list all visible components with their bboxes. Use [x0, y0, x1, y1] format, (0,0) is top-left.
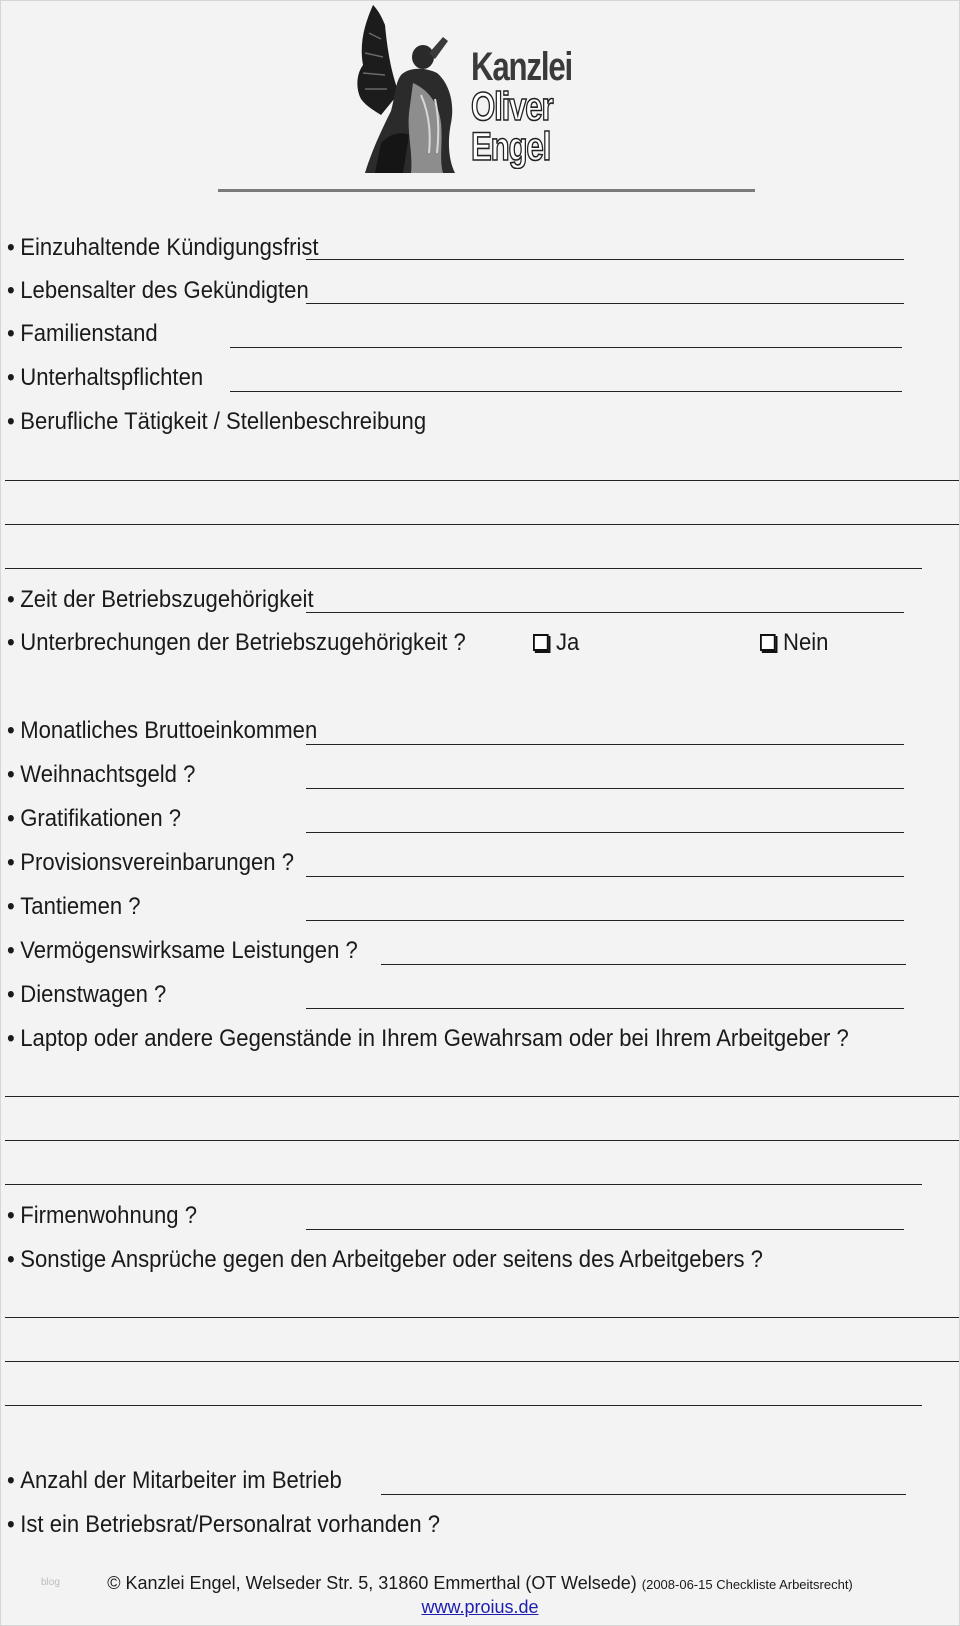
field-betriebszugehoerigkeit-label: • Zeit der Betriebszugehörigkeit	[7, 586, 314, 613]
field-betriebszugehoerigkeit-input[interactable]	[306, 612, 904, 613]
field-taetigkeit-line-1[interactable]	[5, 480, 959, 481]
field-laptop-line-1[interactable]	[5, 1096, 959, 1097]
watermark: blog	[41, 1577, 60, 1588]
header-divider	[218, 189, 755, 192]
field-laptop-label: • Laptop oder andere Gegenstände in Ihrem Gewahrsam oder bei Ihrem Arbeitgeber ?	[7, 1025, 849, 1052]
footer-note: (2008-06-15 Checkliste Arbeitsrecht)	[641, 1577, 853, 1592]
checkbox-nein[interactable]: Nein	[760, 629, 828, 657]
field-tantiemen-label: • Tantiemen ?	[7, 893, 141, 920]
field-provisionen-label: • Provisionsvereinbarungen ?	[7, 849, 294, 876]
angel-statue-icon	[351, 3, 469, 175]
field-lebensalter-input[interactable]	[306, 303, 904, 304]
field-firmenwohnung-input[interactable]	[306, 1229, 904, 1230]
field-bruttoeinkommen-input[interactable]	[306, 744, 904, 745]
field-kuendigungsfrist-label: • Einzuhaltende Kündigungsfrist	[7, 234, 319, 261]
field-dienstwagen-label: • Dienstwagen ?	[7, 981, 167, 1008]
field-sonstige-line-1[interactable]	[5, 1317, 959, 1318]
field-weihnachtsgeld-input[interactable]	[306, 788, 904, 789]
logo-line-oliver: Oliver	[471, 85, 553, 129]
field-firmenwohnung-label: • Firmenwohnung ?	[7, 1202, 197, 1229]
field-weihnachtsgeld-label: • Weihnachtsgeld ?	[7, 761, 196, 788]
logo-line-kanzlei: Kanzlei	[471, 45, 573, 89]
footer-link[interactable]: www.proius.de	[421, 1597, 539, 1617]
field-laptop-line-3[interactable]	[5, 1184, 922, 1185]
field-taetigkeit-label: • Berufliche Tätigkeit / Stellenbeschreibung	[7, 408, 427, 435]
field-taetigkeit-line-3[interactable]	[5, 568, 922, 569]
checkbox-ja[interactable]: Ja	[533, 629, 579, 657]
field-familienstand-label: • Familienstand	[7, 320, 158, 347]
footer-address: © Kanzlei Engel, Welseder Str. 5, 31860 Emmerthal (OT Welsede) (2008-06-15 Checkliste Arbeitsrecht)	[107, 1573, 853, 1593]
field-lebensalter-label: • Lebensalter des Gekündigten	[7, 277, 309, 304]
field-mitarbeiter-label: • Anzahl der Mitarbeiter im Betrieb	[7, 1467, 342, 1494]
field-unterhaltspflichten-input[interactable]	[230, 391, 902, 392]
field-sonstige-line-3[interactable]	[5, 1405, 922, 1406]
checkbox-ja-box[interactable]	[533, 634, 549, 651]
field-familienstand-input[interactable]	[230, 347, 902, 348]
field-kuendigungsfrist-input[interactable]	[306, 259, 904, 260]
field-vwl-label: • Vermögenswirksame Leistungen ?	[7, 937, 358, 964]
field-unterbrechungen-label: • Unterbrechungen der Betriebszugehörigkeit ?	[7, 629, 466, 656]
checkbox-nein-box[interactable]	[760, 634, 776, 651]
kanzlei-logo	[351, 3, 576, 175]
field-mitarbeiter-input[interactable]	[381, 1494, 906, 1495]
field-unterhaltspflichten-label: • Unterhaltspflichten	[7, 364, 204, 391]
field-vwl-input[interactable]	[381, 964, 906, 965]
field-laptop-line-2[interactable]	[5, 1140, 959, 1141]
field-gratifikationen-label: • Gratifikationen ?	[7, 805, 182, 832]
field-taetigkeit-line-2[interactable]	[5, 524, 959, 525]
field-bruttoeinkommen-label: • Monatliches Bruttoeinkommen	[7, 717, 318, 744]
field-sonstige-line-2[interactable]	[5, 1361, 959, 1362]
field-dienstwagen-input[interactable]	[306, 1008, 904, 1009]
field-provisionen-input[interactable]	[306, 876, 904, 877]
field-tantiemen-input[interactable]	[306, 920, 904, 921]
logo-line-engel: Engel	[471, 125, 551, 169]
field-betriebsrat-label: • Ist ein Betriebsrat/Personalrat vorhanden ?	[7, 1511, 441, 1538]
field-gratifikationen-input[interactable]	[306, 832, 904, 833]
field-sonstige-label: • Sonstige Ansprüche gegen den Arbeitgeber oder seitens des Arbeitgebers ?	[7, 1246, 763, 1273]
